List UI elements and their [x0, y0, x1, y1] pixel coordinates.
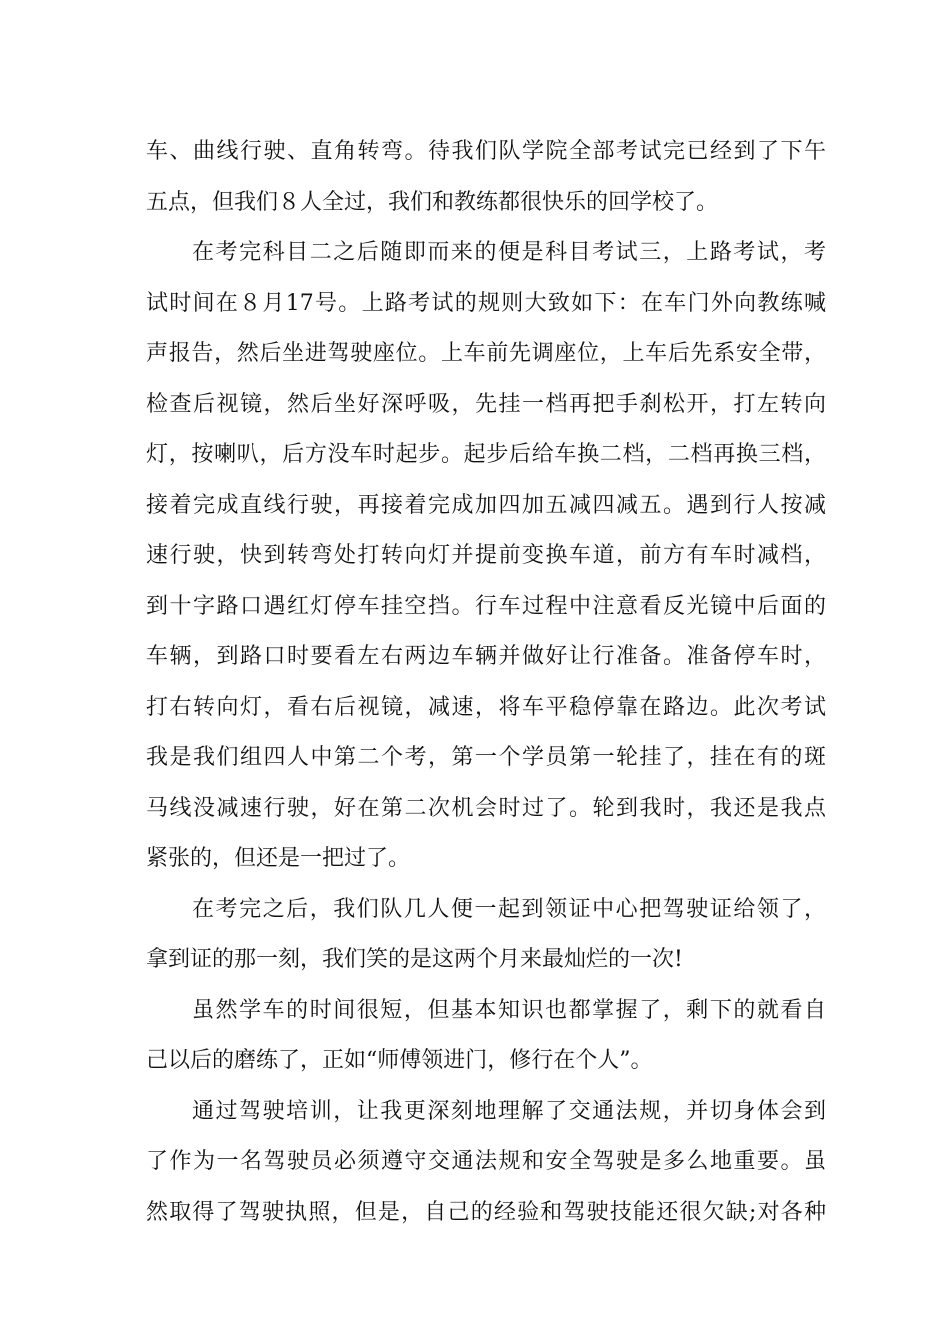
text-line: 车辆，到路口时要看左右两边车辆并做好让行准备。准备停车时，	[146, 644, 826, 669]
text-line: 五点，但我们８人全过，我们和教练都很快乐的回学校了。	[146, 189, 719, 215]
text-line: 打右转向灯，看右后视镜，减速，将车平稳停靠在路边。此次考试	[146, 694, 826, 720]
paragraph-first-line: 虽然学车的时间很短，但基本知识也都掌握了，剩下的就看自	[192, 997, 826, 1023]
paragraph-first-line: 通过驾驶培训，让我更深刻地理解了交通法规，并切身体会到	[192, 1098, 826, 1124]
text-line: 拿到证的那一刻，我们笑的是这两个月来最灿烂的一次!	[146, 947, 683, 972]
text-line: 车、曲线行驶、直角转弯。待我们队学院全部考试完已经到了下午	[146, 139, 826, 164]
text-line: 到十字路口遇红灯停车挂空挡。行车过程中注意看反光镜中后面的	[146, 593, 826, 619]
text-line: 我是我们组四人中第二个考，第一个学员第一轮挂了，挂在有的斑	[146, 745, 826, 770]
text-line: 检查后视镜，然后坐好深呼吸，先挂一档再把手刹松开，打左转向	[146, 391, 826, 417]
text-line: 马线没减速行驶，好在第二次机会时过了。轮到我时，我还是我点	[146, 795, 826, 821]
text-line: 声报告，然后坐进驾驶座位。上车前先调座位，上车后先系安全带，	[146, 341, 826, 366]
document-body	[146, 127, 826, 1238]
text-line: 灯，按喇叭，后方没车时起步。起步后给车换二档，二档再换三档，	[146, 442, 826, 467]
text-line: 接着完成直线行驶，再接着完成加四加五减四减五。遇到行人按减	[146, 492, 826, 518]
text-line: 然取得了驾驶执照，但是，自己的经验和驾驶技能还很欠缺;对各种	[146, 1199, 826, 1225]
text-line: 了作为一名驾驶员必须遵守交通法规和安全驾驶是多么地重要。虽	[146, 1149, 826, 1174]
paragraph-first-line: 在考完之后，我们队几人便一起到领证中心把驾驶证给领了，	[192, 896, 826, 922]
text-line: 试时间在８月17号。上路考试的规则大致如下：在车门外向教练喊	[146, 290, 826, 316]
text-line: 速行驶，快到转弯处打转向灯并提前变换车道，前方有车时减档，	[146, 543, 826, 568]
text-line: 己以后的磨练了，正如“师傅领进门，修行在个人”。	[146, 1048, 653, 1073]
paragraph-first-line: 在考完科目二之后随即而来的便是科目考试三，上路考试，考	[192, 240, 826, 265]
text-line: 紧张的，但还是一把过了。	[146, 846, 411, 871]
